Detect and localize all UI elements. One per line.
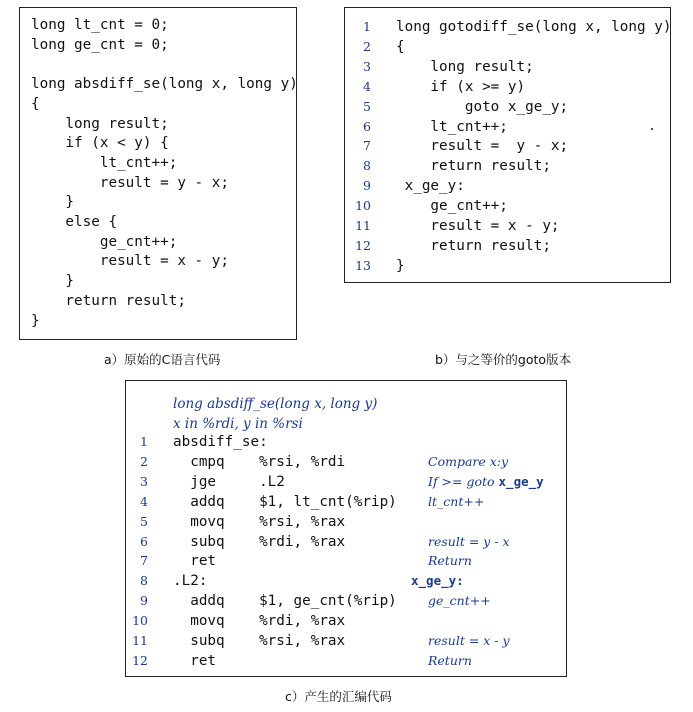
panel-b-caption: b）与之等价的goto版本 (435, 352, 572, 367)
code-line: if (x >= y) (396, 78, 526, 95)
line-number: 6 (140, 533, 148, 549)
code-line: long absdiff_se(long x, long y) (31, 76, 298, 93)
code-line: x_ge_y: (396, 178, 465, 195)
line-number: 4 (363, 78, 371, 94)
panel-a-box (19, 7, 297, 340)
asm-line: jge .L2 (173, 473, 285, 490)
code-line: return result; (396, 158, 551, 175)
code-line: } (31, 273, 75, 290)
asm-comment: Compare x:y (428, 453, 509, 469)
code-line: long lt_cnt = 0; (31, 17, 169, 33)
asm-line: addq $1, ge_cnt(%rip) (173, 593, 397, 610)
stray-dot (651, 128, 653, 130)
code-line: ge_cnt++; (31, 233, 178, 250)
line-number: 10 (132, 613, 148, 629)
code-line: return result; (31, 292, 186, 309)
line-number: 7 (363, 138, 371, 154)
asm-line: ret (173, 652, 217, 669)
code-line: long result; (396, 58, 534, 75)
code-line: result = y - x; (31, 174, 229, 191)
asm-comment-label: x_ge_y (498, 473, 544, 489)
line-number: 1 (140, 434, 148, 449)
panel-a-caption: a）原始的C语言代码 (104, 352, 221, 367)
code-line: ge_cnt++; (396, 198, 508, 215)
line-number: 3 (363, 58, 371, 74)
line-number: 12 (355, 237, 371, 253)
code-line: if (x < y) { (31, 135, 169, 152)
asm-line: absdiff_se: (173, 434, 268, 450)
asm-line: movq %rdi, %rax (173, 613, 346, 630)
panel-b-box (344, 7, 671, 283)
code-line: long ge_cnt = 0; (31, 36, 169, 53)
code-line: result = x - y; (31, 253, 229, 270)
asm-line: movq %rsi, %rax (173, 513, 346, 530)
code-line: { (396, 38, 405, 55)
panel-c-caption: c）产生的汇编代码 (285, 689, 392, 704)
line-number: 3 (140, 473, 148, 489)
asm-comment-label: x_ge_y: (411, 573, 464, 589)
code-line: else { (31, 214, 118, 230)
code-line: lt_cnt++; (31, 154, 178, 171)
asm-comment (428, 472, 544, 492)
line-number: 11 (355, 218, 371, 233)
line-number: 5 (140, 513, 148, 529)
line-number: 6 (363, 118, 371, 134)
code-line: } (396, 257, 405, 274)
code-header-comment: long absdiff_se(long x, long y) (173, 396, 378, 412)
line-number: 12 (132, 652, 148, 668)
asm-line: subq %rdi, %rax (173, 533, 346, 550)
panel-c-box (125, 380, 567, 677)
asm-line: ret (173, 553, 217, 570)
code-line: return result; (396, 237, 551, 254)
line-number: 7 (140, 553, 148, 569)
code-line: result = x - y; (396, 218, 560, 234)
line-number: 10 (355, 198, 371, 214)
asm-comment: result = y - x (428, 533, 510, 549)
asm-line: cmpq %rsi, %rdi (173, 453, 346, 470)
line-number: 4 (140, 493, 148, 509)
asm-comment-text: If >= goto (428, 473, 499, 489)
asm-comment: Return (428, 553, 472, 569)
line-number: 13 (355, 257, 371, 273)
asm-line: addq $1, lt_cnt(%rip) (173, 493, 397, 510)
line-number: 9 (140, 593, 148, 609)
code-line: long gotodiff_se(long x, long y) (396, 19, 672, 35)
line-number: 8 (140, 573, 148, 589)
code-line: long result; (31, 115, 169, 132)
asm-line: subq %rsi, %rax (173, 633, 346, 649)
line-number: 1 (363, 19, 371, 34)
code-line: { (31, 95, 40, 112)
line-number: 11 (132, 633, 148, 648)
asm-comment: result = x - y (428, 633, 510, 648)
code-line: } (31, 312, 40, 329)
code-header-comment: x in %rdi, y in %rsi (173, 416, 303, 432)
code-line: } (31, 194, 75, 211)
line-number: 2 (363, 38, 371, 54)
asm-comment: ge_cnt++ (428, 593, 491, 609)
code-line: result = y - x; (396, 138, 569, 155)
line-number: 9 (363, 178, 371, 194)
asm-comment: lt_cnt++ (428, 493, 485, 509)
code-line: goto x_ge_y; (396, 98, 569, 115)
line-number: 8 (363, 158, 371, 174)
asm-line: .L2: (173, 573, 208, 590)
line-number: 2 (140, 453, 148, 469)
asm-comment: Return (428, 652, 472, 668)
line-number: 5 (363, 98, 371, 114)
code-line: lt_cnt++; (396, 118, 508, 135)
